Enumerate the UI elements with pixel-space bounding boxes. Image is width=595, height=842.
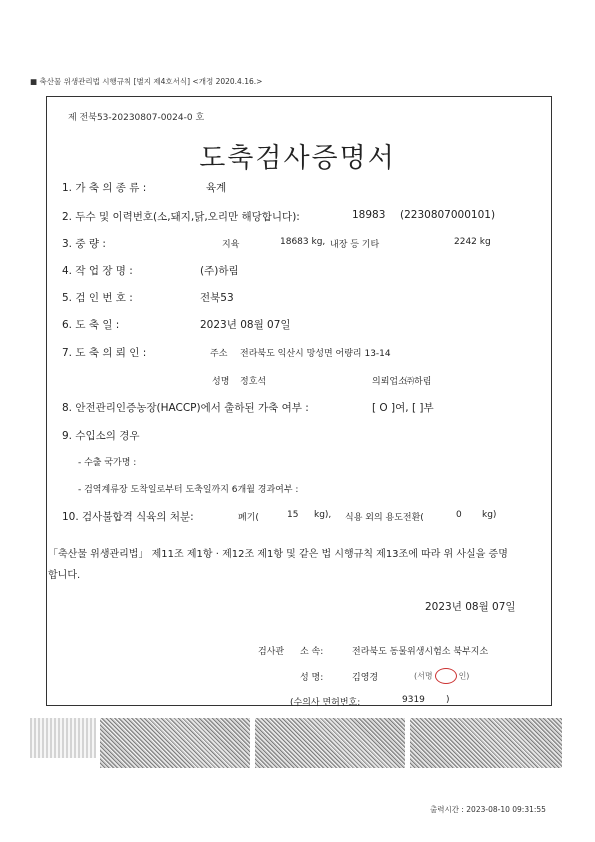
item7-client-label: 의뢰업소 (372, 377, 407, 387)
issue-date: 2023년 08월 07일 (425, 601, 516, 613)
item6-label: 6. 도 축 일 : (62, 319, 120, 331)
item10-conversion-value: 0 (456, 510, 462, 520)
item7-name-label: 성명 (212, 377, 230, 387)
certification-statement-line1: 「축산물 위생관리법」 제11조 제1항 · 제12조 제1항 및 같은 법 시행규칙 제13조에 따라 위 사실을 증명 (48, 549, 508, 560)
security-barcode-2 (255, 718, 405, 768)
item5-label: 5. 검 인 번 호 : (62, 292, 133, 304)
license-close: ) (446, 695, 450, 705)
item7-address: 전라북도 익산시 망성면 어량리 13-14 (240, 349, 391, 359)
inspector-label: 검사관 (258, 647, 285, 657)
item8-label: 8. 안전관리인증농장(HACCP)에서 출하된 가축 여부 : (62, 402, 309, 414)
item9-export-country: - 수출 국가명 : (78, 458, 137, 468)
item7-client: ㈜하림 (405, 377, 432, 387)
security-barcode-3 (410, 718, 562, 768)
security-pattern-small (30, 718, 96, 758)
item2-count: 18983 (352, 209, 386, 221)
item10-discard-label: 폐기( (238, 513, 259, 523)
item9-quarantine-period: - 검역계류장 도착일로부터 도축일까지 6개월 경과여부 : (78, 485, 299, 495)
printed-timestamp: 출력시간 : 2023-08-10 09:31:55 (430, 805, 546, 814)
inspector-name-label: 성 명: (300, 673, 324, 683)
item10-discard-unit: kg), (314, 510, 332, 520)
item7-label: 7. 도 축 의 뢰 인 : (62, 347, 147, 359)
signature-area (414, 668, 469, 684)
signature-prefix: (서명 (414, 671, 433, 681)
item5-value: 전북53 (200, 292, 234, 304)
item3-carcass-weight: 18683 kg, (280, 237, 326, 247)
item8-value: [ O ]여, [ ]부 (372, 402, 434, 414)
item1-value: 육계 (206, 182, 227, 194)
inspector-name: 김영경 (352, 673, 379, 683)
form-header-note: ■ 축산물 위생관리법 시행규칙 [별지 제4호서식] <개정 2020.4.16.> (30, 77, 263, 86)
signature-suffix: 인) (458, 671, 470, 681)
serial-number: 제 전북53-20230807-0024-0 호 (68, 113, 205, 123)
signature-seal-icon (435, 668, 457, 684)
item1-label: 1. 가 축 의 종 류 : (62, 182, 147, 194)
item3-other-label: 내장 등 기타 (330, 240, 380, 250)
security-barcode-1 (100, 718, 250, 768)
item10-conversion-unit: kg) (482, 510, 497, 520)
item10-discard-value: 15 (287, 510, 299, 520)
item7-address-label: 주소 (210, 349, 228, 359)
license-number: 9319 (402, 695, 425, 705)
certification-statement-line2: 합니다. (48, 570, 81, 581)
item10-label: 10. 검사불합격 식육의 처분: (62, 511, 194, 523)
item3-other-weight: 2242 kg (454, 237, 491, 247)
item4-value: (주)하림 (200, 265, 239, 277)
item2-label: 2. 두수 및 이력번호(소,돼지,닭,오리만 해당합니다): (62, 211, 300, 223)
inspector-affiliation-label: 소 속: (300, 647, 324, 657)
item7-name: 정호석 (240, 377, 267, 387)
item9-label: 9. 수입소의 경우 (62, 430, 140, 442)
item4-label: 4. 작 업 장 명 : (62, 265, 133, 277)
license-label: (수의사 면허번호: (290, 698, 361, 708)
item3-carcass-label: 지육 (222, 240, 240, 250)
document-title: 도축검사증명서 (199, 143, 396, 174)
inspector-affiliation: 전라북도 동물위생시험소 북부지소 (352, 647, 489, 657)
item10-conversion-label: 식용 외의 용도전환( (345, 513, 424, 523)
item2-trace-number: (2230807000101) (400, 209, 496, 221)
item6-value: 2023년 08월 07일 (200, 319, 291, 331)
item3-label: 3. 중 량 : (62, 238, 106, 250)
